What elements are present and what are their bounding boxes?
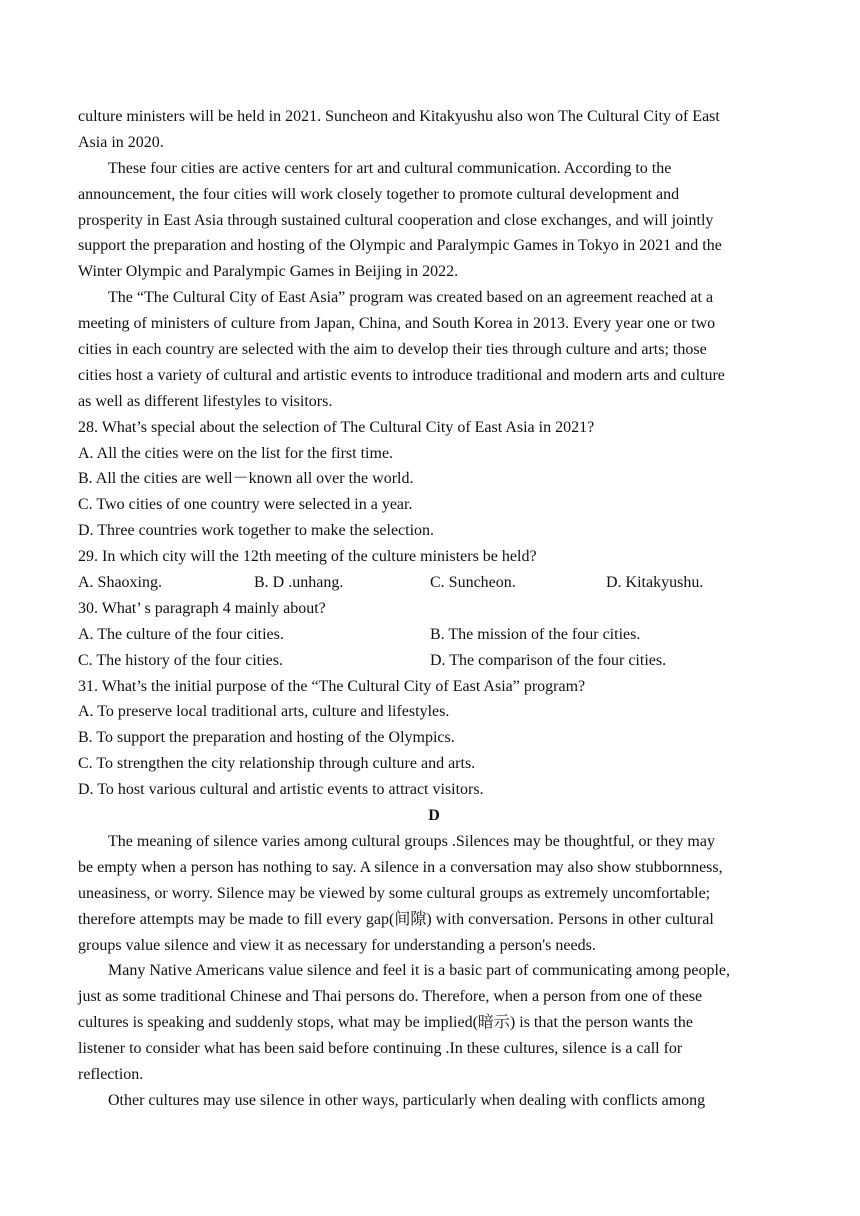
text-line: Many Native Americans value silence and feel it is a basic part of communicating among people, <box>108 962 731 980</box>
text-line: Winter Olympic and Paralympic Games in Beijing in 2022. <box>78 263 459 281</box>
section-heading-d: D <box>428 807 440 825</box>
question-stem: 31. What’s the initial purpose of the “The Cultural City of East Asia” program? <box>78 677 586 695</box>
option-c: C. Suncheon. <box>430 574 516 592</box>
text-line: therefore attempts may be made to fill every gap(间隙) with conversation. Persons in other cultural <box>78 910 714 928</box>
question-31 <box>78 674 790 803</box>
passage-d-paragraph-3 <box>78 1088 790 1114</box>
options-row <box>78 622 790 648</box>
text-line: These four cities are active centers for art and cultural communication. According to the <box>108 159 672 177</box>
text-line: prosperity in East Asia through sustained cultural cooperation and close exchanges, and will jointly <box>78 211 714 229</box>
option-b: B. To support the preparation and hosting of the Olympics. <box>78 729 455 747</box>
options-row <box>78 570 790 596</box>
passage-d-paragraph-2 <box>78 958 790 1087</box>
question-stem: 28. What’s special about the selection of The Cultural City of East Asia in 2021? <box>78 418 595 436</box>
text-line: groups value silence and view it as necessary for understanding a person's needs. <box>78 936 596 954</box>
text-line: announcement, the four cities will work closely together to promote cultural development and <box>78 185 680 203</box>
text-line: reflection. <box>78 1065 144 1083</box>
text-line: be empty when a person has nothing to say. A silence in a conversation may also show stubbornness, <box>78 858 723 876</box>
passage-c-paragraph-3 <box>78 285 790 414</box>
text-line: support the preparation and hosting of the Olympic and Paralympic Games in Tokyo in 2021 and the <box>78 237 722 255</box>
option-c: C. The history of the four cities. <box>78 651 283 669</box>
option-b: B. All the cities are well－known all over the world. <box>78 470 414 488</box>
text-line: meeting of ministers of culture from Japan, China, and South Korea in 2013. Every year one or two <box>78 315 716 333</box>
option-d: D. The comparison of the four cities. <box>430 651 667 669</box>
question-stem: 29. In which city will the 12th meeting of the culture ministers be held? <box>78 548 537 566</box>
text-line: cities in each country are selected with the aim to develop their ties through culture and arts; those <box>78 341 707 359</box>
text-line: Other cultures may use silence in other ways, particularly when dealing with conflicts among <box>108 1091 706 1109</box>
text-line: as well as different lifestyles to visitors. <box>78 392 333 410</box>
option-a: A. The culture of the four cities. <box>78 625 284 643</box>
text-line: The meaning of silence varies among cultural groups .Silences may be thoughtful, or they may <box>108 832 715 850</box>
option-d: D. To host various cultural and artistic events to attract visitors. <box>78 781 484 799</box>
passage-d-paragraph-1 <box>78 829 790 958</box>
question-30 <box>78 596 790 674</box>
document-page <box>78 104 790 1114</box>
option-a: A. To preserve local traditional arts, culture and lifestyles. <box>78 703 450 721</box>
option-b: B. D .unhang. <box>254 574 344 592</box>
option-a: A. Shaoxing. <box>78 574 162 592</box>
text-line: uneasiness, or worry. Silence may be viewed by some cultural groups as extremely uncomfortable; <box>78 884 711 902</box>
option-c: C. To strengthen the city relationship through culture and arts. <box>78 755 476 773</box>
option-a: A. All the cities were on the list for the first time. <box>78 444 394 462</box>
text-line: listener to consider what has been said before continuing .In these cultures, silence is a call for <box>78 1040 683 1058</box>
option-d: D. Kitakyushu. <box>606 574 704 592</box>
text-line: Asia in 2020. <box>78 133 164 151</box>
passage-c-paragraph-1 <box>78 104 790 156</box>
question-28 <box>78 415 790 544</box>
text-line: The “The Cultural City of East Asia” program was created based on an agreement reached at a <box>108 289 714 307</box>
text-line: just as some traditional Chinese and Thai persons do. Therefore, when a person from one of these <box>78 988 703 1006</box>
option-d: D. Three countries work together to make the selection. <box>78 522 435 540</box>
text-line: culture ministers will be held in 2021. Suncheon and Kitakyushu also won The Cultural City of East <box>78 108 720 125</box>
passage-c-paragraph-2 <box>78 156 790 285</box>
text-line: cities host a variety of cultural and artistic events to introduce traditional and modern arts and culture <box>78 366 725 384</box>
options-row <box>78 648 790 674</box>
question-stem: 30. What’ s paragraph 4 mainly about? <box>78 599 326 617</box>
option-c: C. Two cities of one country were selected in a year. <box>78 496 413 514</box>
option-b: B. The mission of the four cities. <box>430 625 641 643</box>
text-line: cultures is speaking and suddenly stops, what may be implied(暗示) is that the person wants the <box>78 1014 694 1032</box>
question-29 <box>78 544 790 596</box>
